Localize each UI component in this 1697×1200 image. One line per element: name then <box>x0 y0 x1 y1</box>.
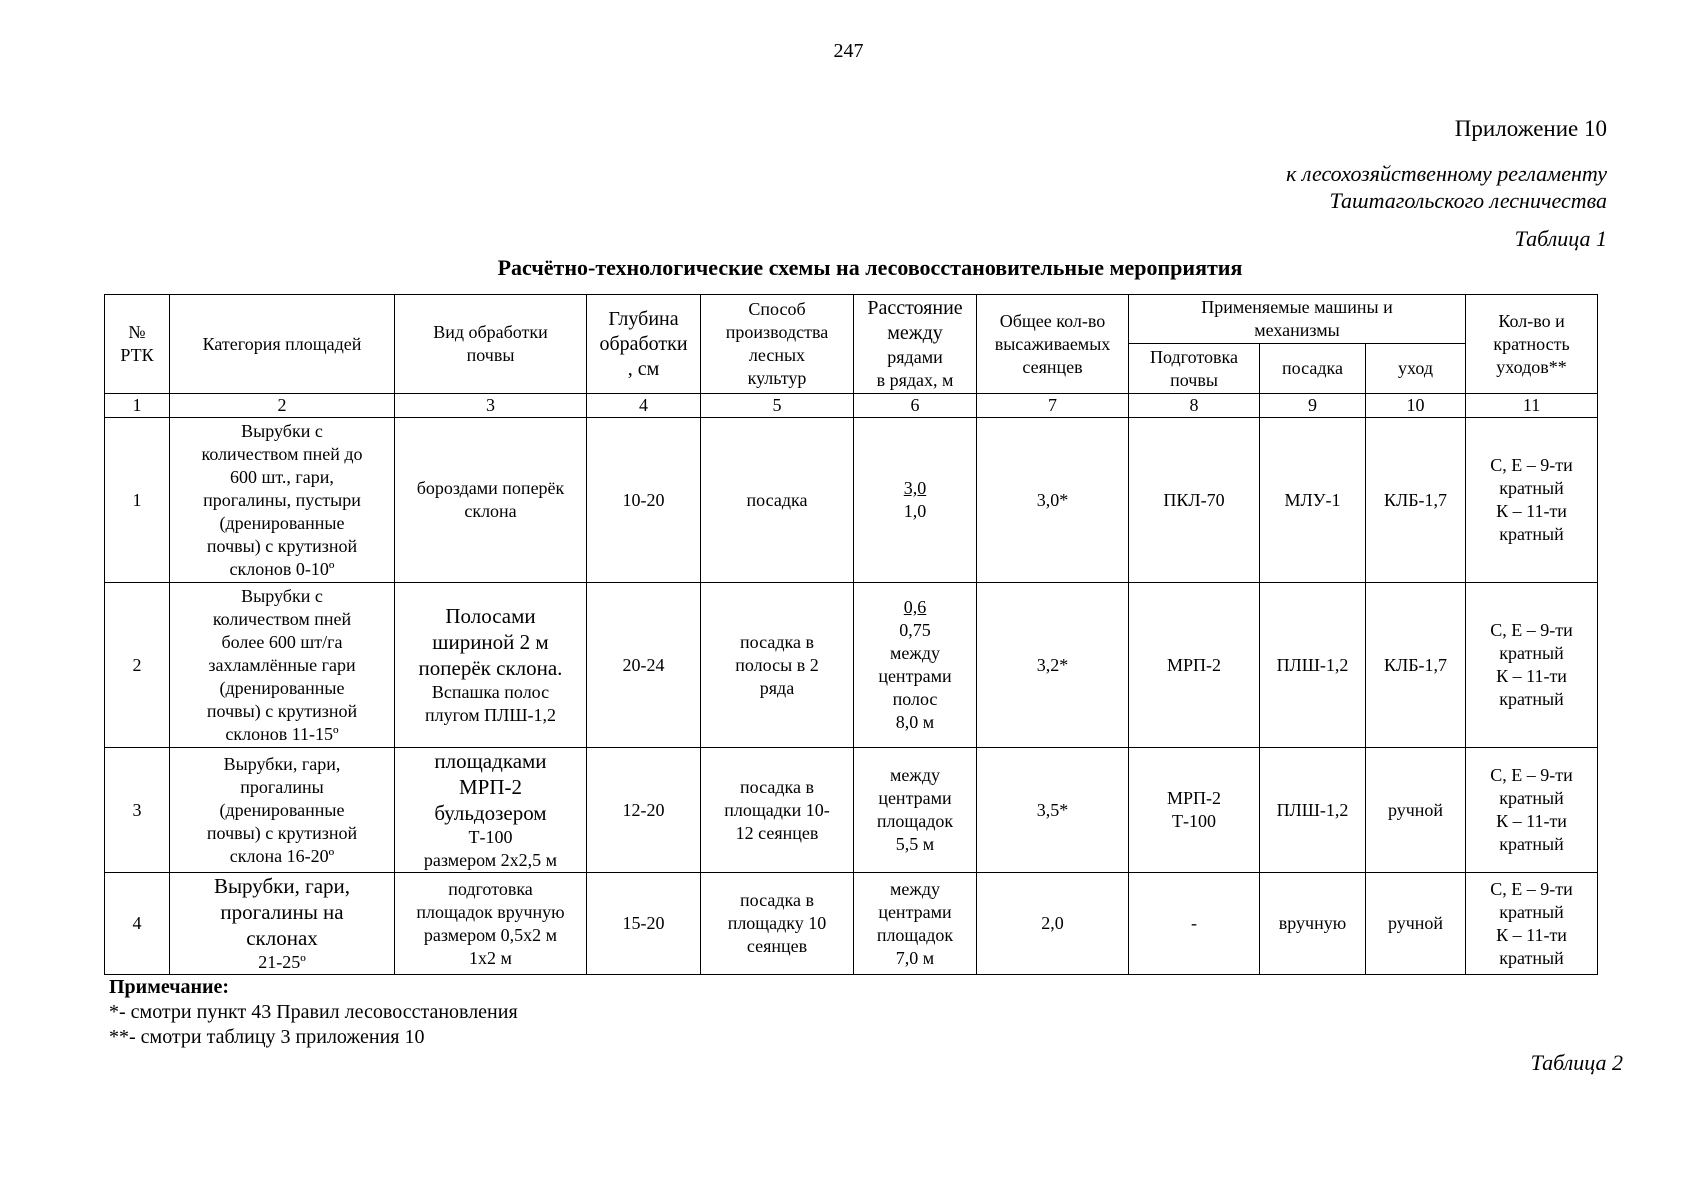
cell-line: полосы в 2 <box>735 654 819 675</box>
appendix-label: Приложение 10 <box>1454 116 1607 141</box>
category-cell <box>170 418 395 583</box>
cell-line: Вырубки, гари, <box>223 753 341 774</box>
cell-line: Полосами <box>445 604 536 628</box>
depth-cell: 10-20 <box>587 418 701 583</box>
table-title: Расчётно-технологические схемы на лесовосстановительные мероприятия <box>497 255 1243 280</box>
cell-line: 8,0 м <box>895 712 935 732</box>
cell-line: склонах <box>246 926 318 950</box>
cell-line: почвы) с крутизной <box>206 700 358 721</box>
cell-line: центрами <box>878 901 952 922</box>
cell-line: размером 2х2,5 м <box>423 850 558 870</box>
planting-machine-cell: МЛУ-1 <box>1260 418 1366 583</box>
table-row <box>105 583 1598 748</box>
cell-line: 1,0 <box>903 501 927 521</box>
soil-prep-machine-cell <box>1129 748 1260 873</box>
header-distance: Расстояние между рядами в рядах, м <box>854 295 977 394</box>
total-seedlings-cell: 3,5* <box>977 748 1129 873</box>
cell-line: 1х2 м <box>469 947 512 968</box>
total-seedlings-cell: 2,0 <box>977 873 1129 975</box>
cell-line: кратный <box>1499 478 1564 498</box>
cell-line: (дренированные <box>219 799 345 820</box>
table-2-label: Таблица 2 <box>1530 1050 1623 1075</box>
header-care-count: Кол-во и кратность уходов** <box>1466 295 1598 394</box>
cell-line: прогалины, пустыри <box>203 489 361 510</box>
page-number: 247 <box>833 40 864 62</box>
cell-line: площадками <box>434 749 547 773</box>
depth-cell: 15-20 <box>587 873 701 975</box>
soil-prep-machine-cell <box>1129 873 1260 975</box>
category-cell <box>170 873 395 975</box>
cell-line: С, Е – 9-ти <box>1490 878 1573 899</box>
care-machine-cell: КЛБ-1,7 <box>1366 418 1466 583</box>
cell-line: размером 0,5х2 м <box>423 924 558 945</box>
cell-line: Т-100 <box>468 827 513 847</box>
cell-line: склона 16-20º <box>229 845 335 866</box>
cell-line: С, Е – 9-ти <box>1490 765 1573 785</box>
cell-line: Вырубки, гари, <box>213 874 351 898</box>
header-soil-prep: Подготовка почвы <box>1129 344 1260 394</box>
cell-line: поперёк склона. <box>418 656 563 680</box>
cell-line: между <box>890 765 940 785</box>
cell-line: между <box>890 643 940 663</box>
row-spacing-value: 3,0 <box>903 478 927 498</box>
method-cell <box>701 583 854 748</box>
header-soil-treatment: Вид обработки почвы <box>395 295 587 394</box>
header-depth: Глубина обработки , см <box>587 295 701 394</box>
care-count-cell <box>1466 873 1598 975</box>
header-care: уход <box>1366 344 1466 394</box>
care-count-cell <box>1466 583 1598 748</box>
method-cell <box>701 873 854 975</box>
soil-treatment-cell <box>395 748 587 873</box>
cell-line: Т-100 <box>1172 811 1216 831</box>
cell-line: К – 11-ти <box>1496 501 1567 521</box>
regulation-reference <box>1286 160 1607 214</box>
table-row <box>105 418 1598 583</box>
cell-line: Вспашка полос <box>431 682 550 702</box>
care-machine-cell: ручной <box>1366 873 1466 975</box>
cell-line: посадка в <box>740 776 814 797</box>
method-cell <box>701 418 854 583</box>
distance-cell <box>854 583 977 748</box>
planting-machine-cell: вручную <box>1260 873 1366 975</box>
cell-line: Вырубки с <box>241 420 323 441</box>
cell-line: плугом ПЛШ-1,2 <box>425 705 556 725</box>
cell-line: более 600 шт/га <box>221 631 343 652</box>
cell-line: склонов 11-15º <box>225 723 339 744</box>
cell-line: подготовка <box>448 878 533 899</box>
care-count-cell <box>1466 748 1598 873</box>
table-row <box>105 873 1598 975</box>
depth-cell: 20-24 <box>587 583 701 748</box>
cell-line: 12 сеянцев <box>735 822 819 843</box>
rtk-number-cell: 4 <box>105 873 170 975</box>
cell-line: 0,75 <box>899 620 931 640</box>
cell-line: К – 11-ти <box>1496 811 1567 831</box>
cell-line: МРП-2 <box>1166 654 1221 675</box>
depth-cell: 12-20 <box>587 748 701 873</box>
header-planting: посадка <box>1260 344 1366 394</box>
header-method: Способ производства лесных культур <box>701 295 854 394</box>
care-count-cell <box>1466 418 1598 583</box>
soil-treatment-cell <box>395 583 587 748</box>
cell-line: кратный <box>1499 524 1564 544</box>
regulation-line: к лесохозяйственному регламенту <box>1286 161 1607 186</box>
total-seedlings-cell: 3,2* <box>977 583 1129 748</box>
cell-line: склонов 0-10º <box>229 558 335 579</box>
cell-line: бороздами поперёк <box>416 478 565 498</box>
cell-line: прогалины на <box>220 900 344 924</box>
cell-line: центрами <box>878 666 952 686</box>
cell-line: (дренированные <box>219 512 345 533</box>
cell-line: количеством пней до <box>201 443 363 464</box>
cell-line: - <box>1191 913 1197 933</box>
cell-line: 5,5 м <box>895 834 935 854</box>
distance-cell <box>854 418 977 583</box>
cell-line: площадок <box>876 924 954 945</box>
column-number-cell: 3 <box>395 394 587 418</box>
cell-line: 600 шт., гари, <box>230 466 334 487</box>
table-body <box>105 295 1598 975</box>
cell-line: бульдозером <box>434 801 547 825</box>
column-number-cell: 5 <box>701 394 854 418</box>
table-row <box>105 748 1598 873</box>
header-category: Категория площадей <box>170 295 395 394</box>
category-cell <box>170 583 395 748</box>
column-numbers-row <box>105 394 1598 418</box>
rtk-number-cell: 1 <box>105 418 170 583</box>
care-machine-cell: ручной <box>1366 748 1466 873</box>
table-1-label: Таблица 1 <box>1514 226 1607 251</box>
cell-line: между <box>890 878 940 899</box>
cell-line: площадок <box>876 811 954 831</box>
cell-line: склона <box>464 501 517 521</box>
distance-cell <box>854 748 977 873</box>
notes-section <box>109 975 518 1050</box>
cell-line: почвы) с крутизной <box>206 535 358 556</box>
cell-line: кратный <box>1499 689 1564 709</box>
rtk-number-cell: 3 <box>105 748 170 873</box>
cell-line: К – 11-ти <box>1496 666 1567 686</box>
cell-line: посадка <box>746 489 808 510</box>
cell-line: МРП-2 <box>1166 788 1221 808</box>
care-machine-cell: КЛБ-1,7 <box>1366 583 1466 748</box>
column-number-cell: 8 <box>1129 394 1260 418</box>
cell-line: почвы) с крутизной <box>206 822 358 843</box>
distance-cell <box>854 873 977 975</box>
note-line: *- смотри пункт 43 Правил лесовосстановления <box>109 1001 518 1023</box>
cell-line: ряда <box>759 677 795 698</box>
cell-line: К – 11-ти <box>1496 924 1567 945</box>
cell-line: 21-25º <box>258 952 306 972</box>
notes-heading: Примечание: <box>109 976 230 998</box>
planting-machine-cell: ПЛШ-1,2 <box>1260 583 1366 748</box>
category-cell <box>170 748 395 873</box>
column-number-cell: 1 <box>105 394 170 418</box>
soil-treatment-cell <box>395 418 587 583</box>
cell-line: С, Е – 9-ти <box>1490 620 1573 640</box>
cell-line: прогалины <box>240 776 324 797</box>
header-row <box>105 295 1598 344</box>
column-number-cell: 4 <box>587 394 701 418</box>
header-total-seedlings: Общее кол-во высаживаемых сеянцев <box>977 295 1129 394</box>
header-machines: Применяемые машины и механизмы <box>1129 295 1466 344</box>
column-number-cell: 2 <box>170 394 395 418</box>
cell-line: площадку 10 <box>727 913 827 933</box>
total-seedlings-cell: 3,0* <box>977 418 1129 583</box>
planting-machine-cell: ПЛШ-1,2 <box>1260 748 1366 873</box>
regulation-line: Таштагольского лесничества <box>1329 188 1607 213</box>
soil-treatment-cell <box>395 873 587 975</box>
cell-line: площадок вручную <box>416 901 565 922</box>
cell-line: площадки 10- <box>724 799 830 820</box>
column-number-cell: 10 <box>1366 394 1466 418</box>
cell-line: посадка в <box>740 890 814 910</box>
cell-line: МРП-2 <box>458 775 522 799</box>
cell-line: полос <box>892 689 938 709</box>
header-rtk: № РТК <box>105 295 170 394</box>
cell-line: посадка в <box>740 631 814 652</box>
cell-line: (дренированные <box>219 677 345 698</box>
cell-line: захламлённые гари <box>208 654 356 675</box>
column-number-cell: 9 <box>1260 394 1366 418</box>
cell-line: 7,0 м <box>895 947 935 968</box>
column-number-cell: 11 <box>1466 394 1598 418</box>
cell-line: С, Е – 9-ти <box>1490 455 1573 475</box>
cell-line: кратный <box>1499 834 1564 854</box>
method-cell <box>701 748 854 873</box>
technology-schemes-table <box>104 294 1598 975</box>
soil-prep-machine-cell <box>1129 418 1260 583</box>
cell-line: ПКЛ-70 <box>1163 489 1225 510</box>
cell-line: количеством пней <box>212 608 352 629</box>
soil-prep-machine-cell <box>1129 583 1260 748</box>
column-number-cell: 7 <box>977 394 1129 418</box>
rtk-number-cell: 2 <box>105 583 170 748</box>
column-number-cell: 6 <box>854 394 977 418</box>
cell-line: шириной 2 м <box>432 630 549 654</box>
cell-line: кратный <box>1499 947 1564 968</box>
row-spacing-value: 0,6 <box>903 597 927 617</box>
note-line: **- смотри таблицу 3 приложения 10 <box>109 1026 425 1048</box>
cell-line: кратный <box>1499 788 1564 808</box>
cell-line: центрами <box>878 788 952 808</box>
cell-line: кратный <box>1499 643 1564 663</box>
cell-line: кратный <box>1499 901 1564 922</box>
cell-line: Вырубки с <box>241 585 323 606</box>
cell-line: сеянцев <box>746 936 808 956</box>
